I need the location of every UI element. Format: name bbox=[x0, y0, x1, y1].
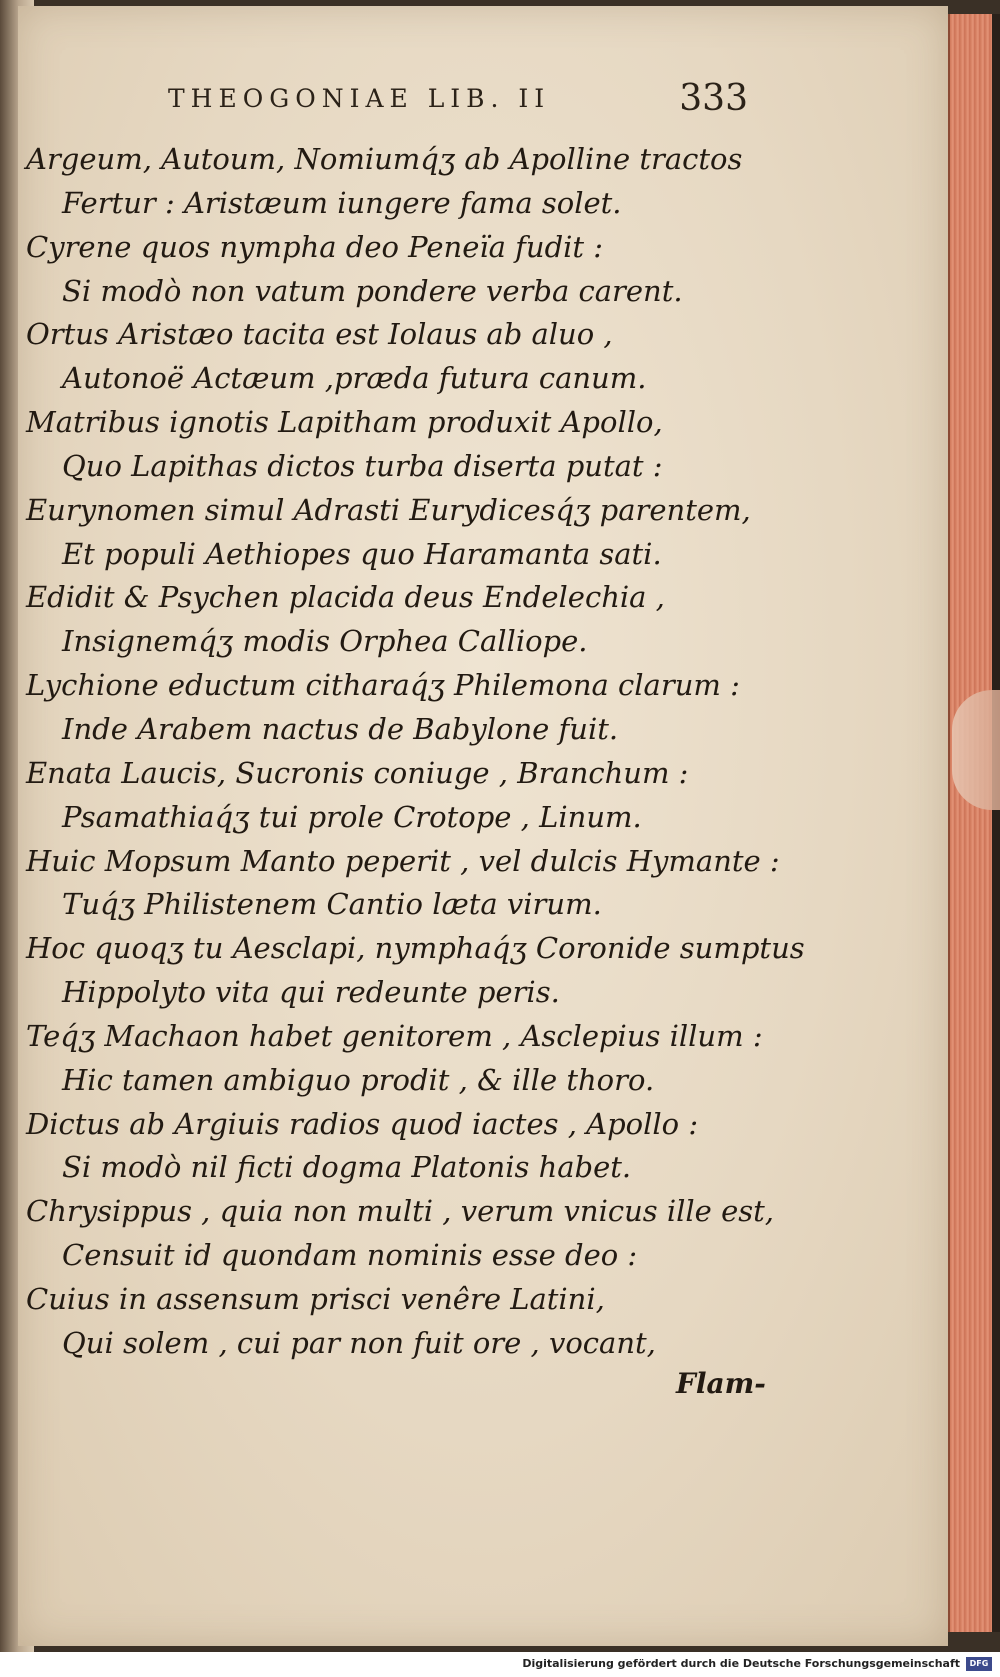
verse-line: Ortus Aristæo tacita est Iolaus ab aluo , bbox=[26, 317, 613, 352]
running-title: THEOGONIAE LIB. II bbox=[168, 84, 551, 113]
verse-line: Cuius in assensum prisci venêre Latini, bbox=[26, 1281, 605, 1316]
verse-line: Edidit & Psychen placida deus Endelechia , bbox=[26, 580, 665, 615]
page-edges bbox=[948, 14, 994, 1632]
verse-line: Hic tamen ambiguo prodit , & ille thoro. bbox=[62, 1062, 655, 1097]
verse-line: Et populi Aethiopes quo Haramanta sati. bbox=[62, 536, 662, 571]
verse-line: Enata Laucis, Sucronis coniuge , Branchum : bbox=[26, 755, 689, 790]
verse-line: Hoc quoqʒ tu Aesclapi, nymphaq́ʒ Coronide sumptus bbox=[26, 931, 805, 966]
book-page bbox=[18, 6, 948, 1646]
page-number: 333 bbox=[679, 78, 748, 119]
verse-line: Hippolyto vita qui redeunte peris. bbox=[62, 975, 560, 1010]
funding-credit: Digitalisierung gefördert durch die Deutsche Forschungsgemeinschaft bbox=[522, 1657, 960, 1670]
verse-line: Qui solem , cui par non fuit ore , vocant, bbox=[62, 1325, 656, 1360]
catchword: Flam- bbox=[676, 1367, 766, 1400]
dfg-logo: DFG bbox=[966, 1657, 992, 1671]
page-edge-shadow bbox=[992, 14, 1000, 1632]
verse-line: Inde Arabem nactus de Babylone fuit. bbox=[62, 711, 619, 746]
verse-line: Quo Lapithas dictos turba diserta putat : bbox=[62, 448, 663, 483]
verse-line: Cyrene quos nympha deo Peneïa fudit : bbox=[26, 229, 604, 264]
verse-line: Eurynomen simul Adrasti Eurydicesq́ʒ parentem, bbox=[26, 492, 751, 527]
digitization-footer bbox=[0, 1652, 1000, 1677]
verse-block bbox=[26, 138, 805, 1366]
verse-line: Dictus ab Argiuis radios quod iactes , Apollo : bbox=[26, 1106, 699, 1141]
verse-line: Chrysippus , quia non multi , verum vnicus ille est, bbox=[26, 1194, 774, 1229]
verse-line: Autonoë Actæum ,præda futura canum. bbox=[62, 361, 647, 396]
verse-line: Censuit id quondam nominis esse deo : bbox=[62, 1238, 638, 1273]
page-header bbox=[168, 78, 748, 124]
verse-line: Lychione eductum citharaq́ʒ Philemona clarum : bbox=[26, 668, 740, 703]
verse-line: Fertur : Aristæum iungere fama solet. bbox=[62, 185, 622, 220]
verse-line: Si modò nil ficti dogma Platonis habet. bbox=[62, 1150, 632, 1185]
verse-line: Psamathiaq́ʒ tui prole Crotope , Linum. bbox=[62, 799, 642, 834]
verse-line: Si modò non vatum pondere verba carent. bbox=[62, 273, 683, 308]
bookmark-ribbon bbox=[952, 690, 1000, 810]
verse-line: Matribus ignotis Lapitham produxit Apollo, bbox=[26, 405, 663, 440]
verse-line: Insignemq́ʒ modis Orphea Calliope. bbox=[62, 624, 588, 659]
verse-line: Teq́ʒ Machaon habet genitorem , Asclepius illum : bbox=[26, 1018, 763, 1053]
verse-line: Argeum, Autoum, Nomiumq́ʒ ab Apolline tractos bbox=[26, 142, 743, 176]
verse-line: Tuq́ʒ Philistenem Cantio læta virum. bbox=[62, 887, 602, 922]
verse-line: Huic Mopsum Manto peperit , vel dulcis Hymante : bbox=[26, 843, 780, 878]
